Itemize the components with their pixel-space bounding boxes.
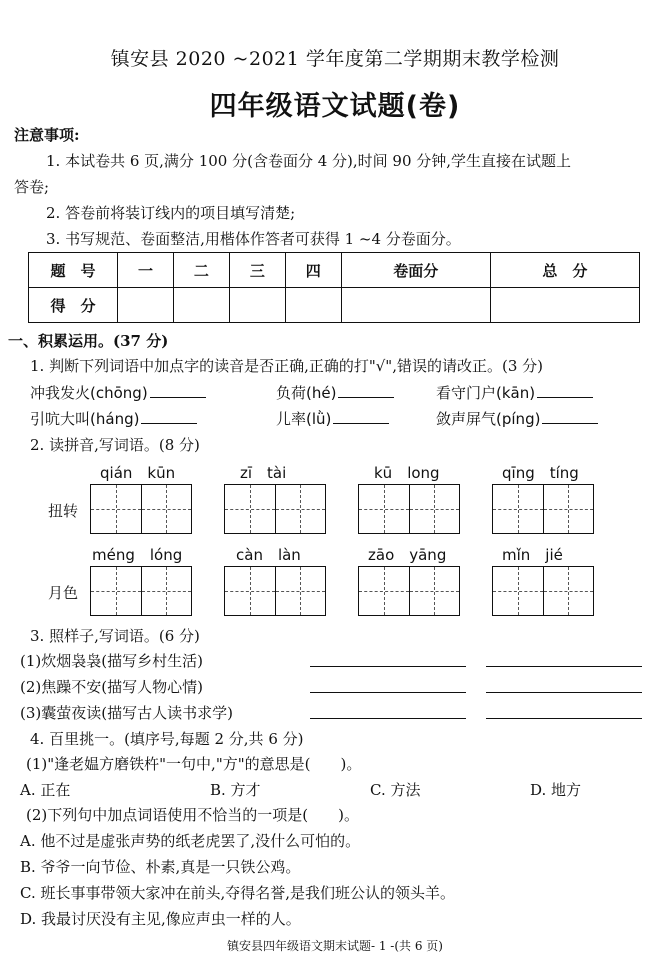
notice-item-1-cont: 答卷;	[14, 178, 50, 196]
q1-pinyin-2: (hé)	[306, 384, 337, 402]
q3-prompt: 3. 照样子,写词语。(6 分)	[30, 627, 200, 645]
q2-writing-grid-5[interactable]	[90, 566, 192, 616]
q2-pinyin-5: méng lóng	[92, 546, 183, 564]
q2-pinyin-1: qián kūn	[100, 464, 176, 482]
score-table-header-row	[29, 253, 640, 288]
q4-sub-2: (2)下列句中加点词语使用不恰当的一项是( )。	[26, 806, 359, 824]
q2-writing-grid-2[interactable]	[224, 484, 326, 534]
q3-answer-line-1a[interactable]	[310, 666, 466, 667]
q1-pinyin-3: (kān)	[496, 384, 536, 402]
q3-answer-line-1b[interactable]	[486, 666, 642, 667]
notice-item-2: 2. 答卷前将装订线内的项目填写清楚;	[46, 204, 296, 222]
score-cell-2: 二	[173, 253, 229, 288]
q4-choice-d: D. 我最讨厌没有主见,像应声虫一样的人。	[20, 910, 301, 928]
q2-label-1: 扭转	[48, 502, 79, 520]
notice-heading: 注意事项:	[14, 126, 80, 144]
q4-option-d: D. 地方	[530, 781, 582, 799]
q2-writing-grid-7[interactable]	[358, 566, 460, 616]
score-cell-1: 一	[118, 253, 174, 288]
section-1-title: 一、积累运用。(37 分)	[8, 332, 169, 350]
q2-writing-grid-3[interactable]	[358, 484, 460, 534]
q1-answer-blank-6[interactable]	[542, 409, 598, 424]
score-cell-label: 题 号	[29, 253, 118, 288]
q2-writing-grid-6[interactable]	[224, 566, 326, 616]
score-input-2[interactable]	[173, 288, 229, 323]
notice-item-3: 3. 书写规范、卷面整洁,用楷体作答者可获得 1 ~4 分卷面分。	[46, 230, 461, 248]
q1-prompt: 1. 判断下列词语中加点字的读音是否正确,正确的打"√",错误的请改正。(3 分)	[30, 357, 543, 375]
q1-answer-blank-5[interactable]	[333, 409, 389, 424]
q2-writing-grid-8[interactable]	[492, 566, 594, 616]
q1-item-5	[276, 408, 389, 429]
q2-pinyin-2: zī tài	[240, 464, 287, 482]
exam-subtitle: 四年级语文试题(卷)	[209, 91, 461, 122]
score-cell-neatness: 卷面分	[341, 253, 490, 288]
q3-item-2: (2)焦躁不安(描写人物心情)	[20, 678, 203, 696]
score-input-3[interactable]	[229, 288, 285, 323]
q2-pinyin-7: zāo yāng	[368, 546, 447, 564]
q1-pinyin-4: (háng)	[90, 410, 140, 428]
q1-word-6: 敛声屏气	[436, 410, 497, 428]
score-cell-3: 三	[229, 253, 285, 288]
page-footer: 镇安县四年级语文期末试题- 1 -(共 6 页)	[226, 939, 443, 953]
q4-choice-c: C. 班长事事带领大家冲在前头,夺得名誉,是我们班公认的领头羊。	[20, 884, 456, 902]
q1-pinyin-6: (píng)	[496, 410, 541, 428]
q1-item-2	[276, 382, 394, 403]
q3-answer-line-3b[interactable]	[486, 718, 642, 719]
q4-choice-a: A. 他不过是虚张声势的纸老虎罢了,没什么可怕的。	[20, 832, 361, 850]
q3-answer-line-3a[interactable]	[310, 718, 466, 719]
q1-answer-blank-4[interactable]	[141, 409, 197, 424]
q3-answer-line-2a[interactable]	[310, 692, 466, 693]
score-table-score-row	[29, 288, 640, 323]
q2-pinyin-8: mǐn jié	[502, 546, 563, 564]
exam-header-title: 镇安县 2020 ~2021 学年度第二学期期末教学检测	[110, 48, 560, 70]
score-cell-4: 四	[285, 253, 341, 288]
q2-prompt: 2. 读拼音,写词语。(8 分)	[30, 436, 200, 454]
q1-pinyin-1: (chōng)	[90, 384, 148, 402]
q1-answer-blank-1[interactable]	[150, 383, 206, 398]
score-input-neatness[interactable]	[341, 288, 490, 323]
q1-word-5: 儿率	[276, 410, 307, 428]
q4-prompt: 4. 百里挑一。(填序号,每题 2 分,共 6 分)	[30, 730, 304, 748]
score-input-1[interactable]	[118, 288, 174, 323]
q2-pinyin-3: kū long	[374, 464, 440, 482]
q2-label-2: 月色	[48, 584, 79, 602]
q4-option-a: A. 正在	[20, 781, 71, 799]
q2-pinyin-4: qīng tíng	[502, 464, 579, 482]
q1-item-1	[30, 382, 206, 403]
q4-option-b: B. 方才	[210, 781, 261, 799]
q4-sub-1: (1)"逢老媪方磨铁杵"一句中,"方"的意思是( )。	[26, 755, 362, 773]
score-input-total[interactable]	[490, 288, 639, 323]
q2-writing-grid-4[interactable]	[492, 484, 594, 534]
q1-word-3: 看守门户	[436, 384, 497, 402]
score-row-label: 得 分	[29, 288, 118, 323]
q3-answer-line-2b[interactable]	[486, 692, 642, 693]
score-cell-total: 总 分	[490, 253, 639, 288]
score-table	[28, 252, 640, 323]
notice-item-1: 1. 本试卷共 6 页,满分 100 分(含卷面分 4 分),时间 90 分钟,学生直接在试题上	[46, 152, 572, 170]
q1-word-2: 负荷	[276, 384, 307, 402]
q1-word-1: 冲我发火	[30, 384, 91, 402]
q1-answer-blank-2[interactable]	[338, 383, 394, 398]
q2-pinyin-6: càn làn	[236, 546, 301, 564]
q4-choice-b: B. 爷爷一向节俭、朴素,真是一只铁公鸡。	[20, 858, 301, 876]
q4-option-c: C. 方法	[370, 781, 421, 799]
q1-answer-blank-3[interactable]	[537, 383, 593, 398]
score-input-4[interactable]	[285, 288, 341, 323]
q1-item-6	[436, 408, 598, 429]
q1-pinyin-5: (lǜ)	[306, 410, 332, 428]
q1-word-4: 引吭大叫	[30, 410, 91, 428]
q2-writing-grid-1[interactable]	[90, 484, 192, 534]
q1-item-3	[436, 382, 593, 403]
q3-item-3: (3)囊萤夜读(描写古人读书求学)	[20, 704, 233, 722]
q3-item-1: (1)炊烟袅袅(描写乡村生活)	[20, 652, 203, 670]
q1-item-4	[30, 408, 197, 429]
